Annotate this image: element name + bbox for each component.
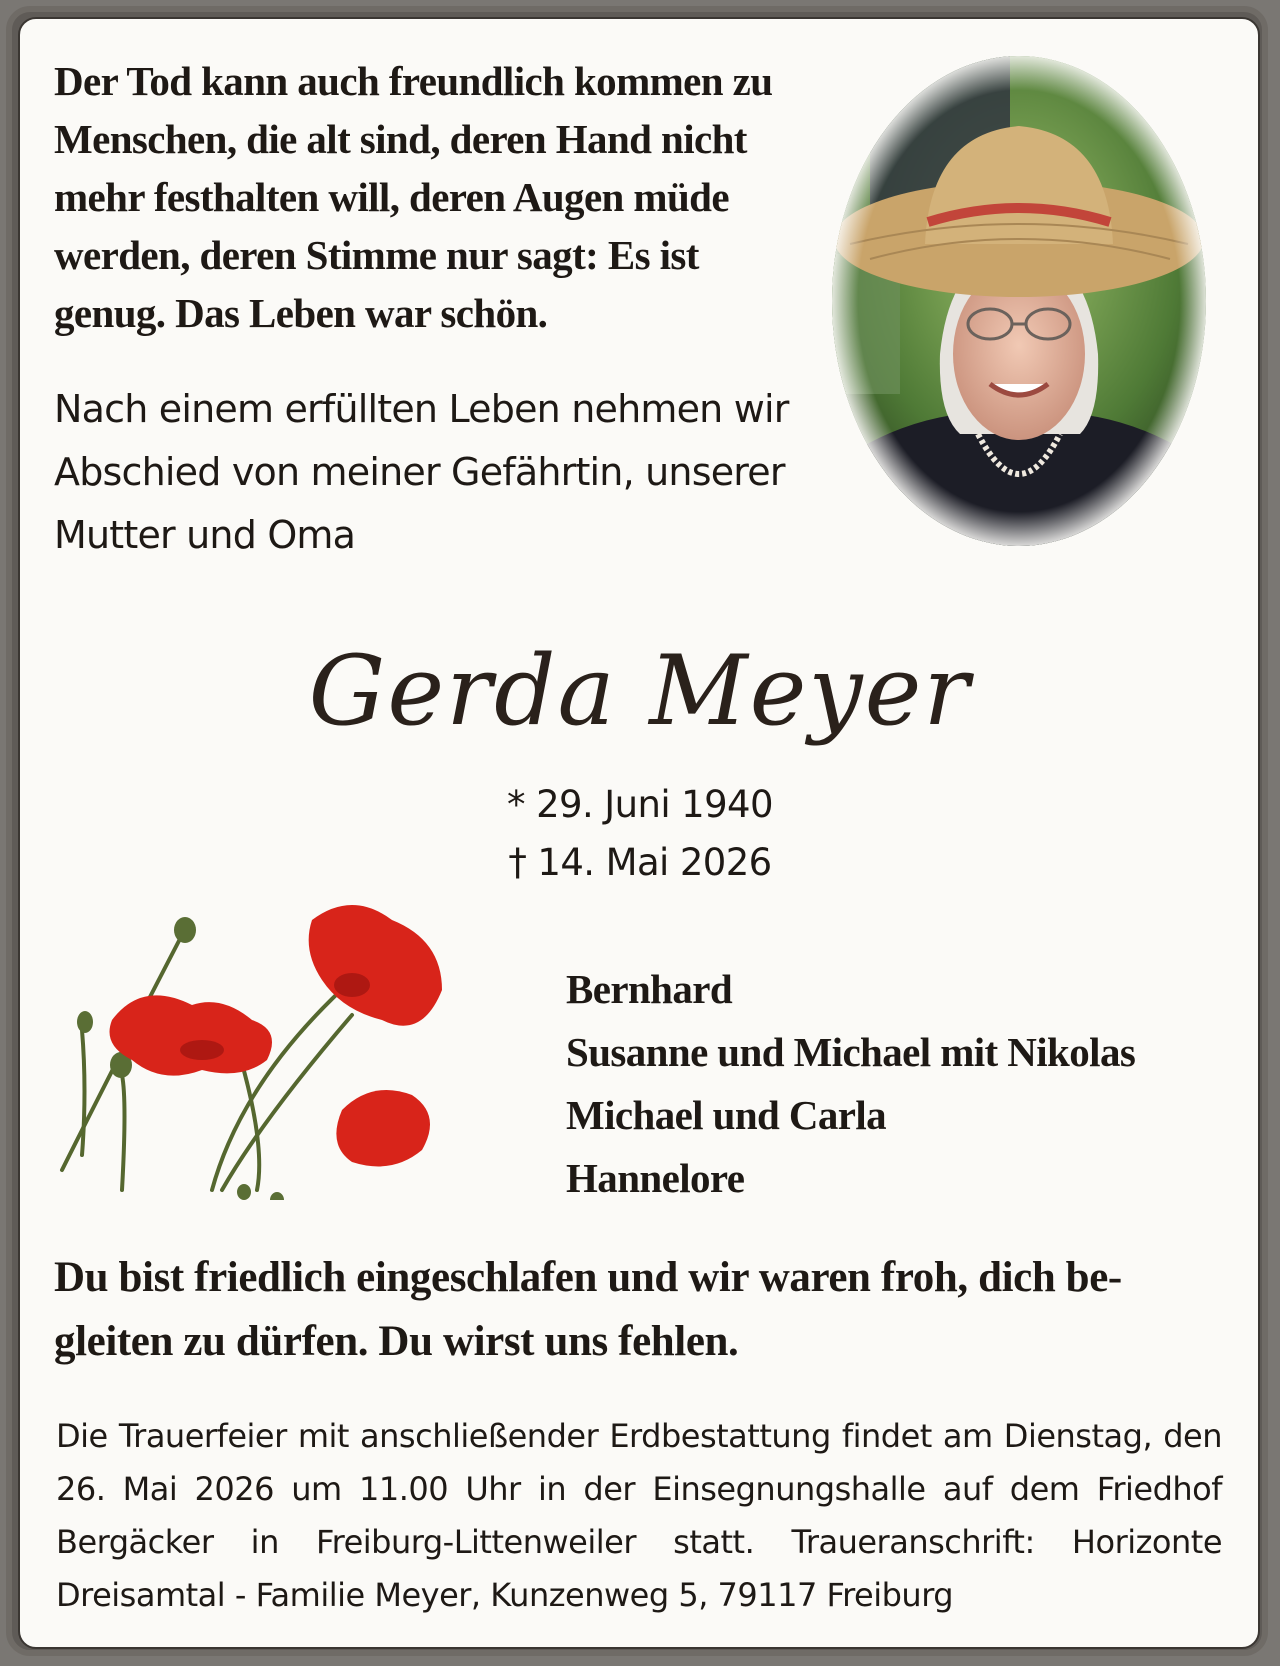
funeral-service-info: Die Trauerfeier mit anschließender Erdbestattung findet am Dienstag, den 26. Mai 2026 um 11.00 Uhr in der Einsegnungshalle auf dem Friedhof Bergäcker in Freiburg-Littenweiler statt. Traueranschrift: Horizonte Dreisamtal - Familie Meyer, Kunzenweg 5, 79117 Freiburg xyxy=(56,1417,1222,1614)
family-list xyxy=(566,958,1246,1210)
family-member: Susanne und Michael mit Nikolas xyxy=(566,1029,1136,1075)
lead-quote: Der Tod kann auch freundlich kommen zu Menschen, die alt sind, deren Hand nicht mehr festhalten will, deren Augen müde werden, deren Stimme nur sagt: Es ist genug. Das Leben war schön. xyxy=(54,58,773,336)
deceased-name xyxy=(270,604,1010,804)
birth-date: * 29. Juni 1940 xyxy=(507,783,773,826)
life-dates xyxy=(380,776,900,892)
death-date: † 14. Mai 2026 xyxy=(508,841,772,884)
poppy-illustration xyxy=(52,900,482,1200)
family-member: Bernhard xyxy=(566,966,733,1012)
family-member: Hannelore xyxy=(566,1155,745,1201)
family-member: Michael und Carla xyxy=(566,1092,887,1138)
closing-text: Du bist friedlich eingeschlafen und wir waren froh, dich be-gleiten zu dürfen. Du wirst uns fehlen. xyxy=(54,1254,1122,1365)
portrait-photo xyxy=(830,54,1208,548)
svg-text:Gerda Meyer: Gerda Meyer xyxy=(308,635,972,747)
farewell-text: Nach einem erfüllten Leben nehmen wir Abschied von meiner Gefährtin, unserer Mutter und Oma xyxy=(54,387,789,557)
